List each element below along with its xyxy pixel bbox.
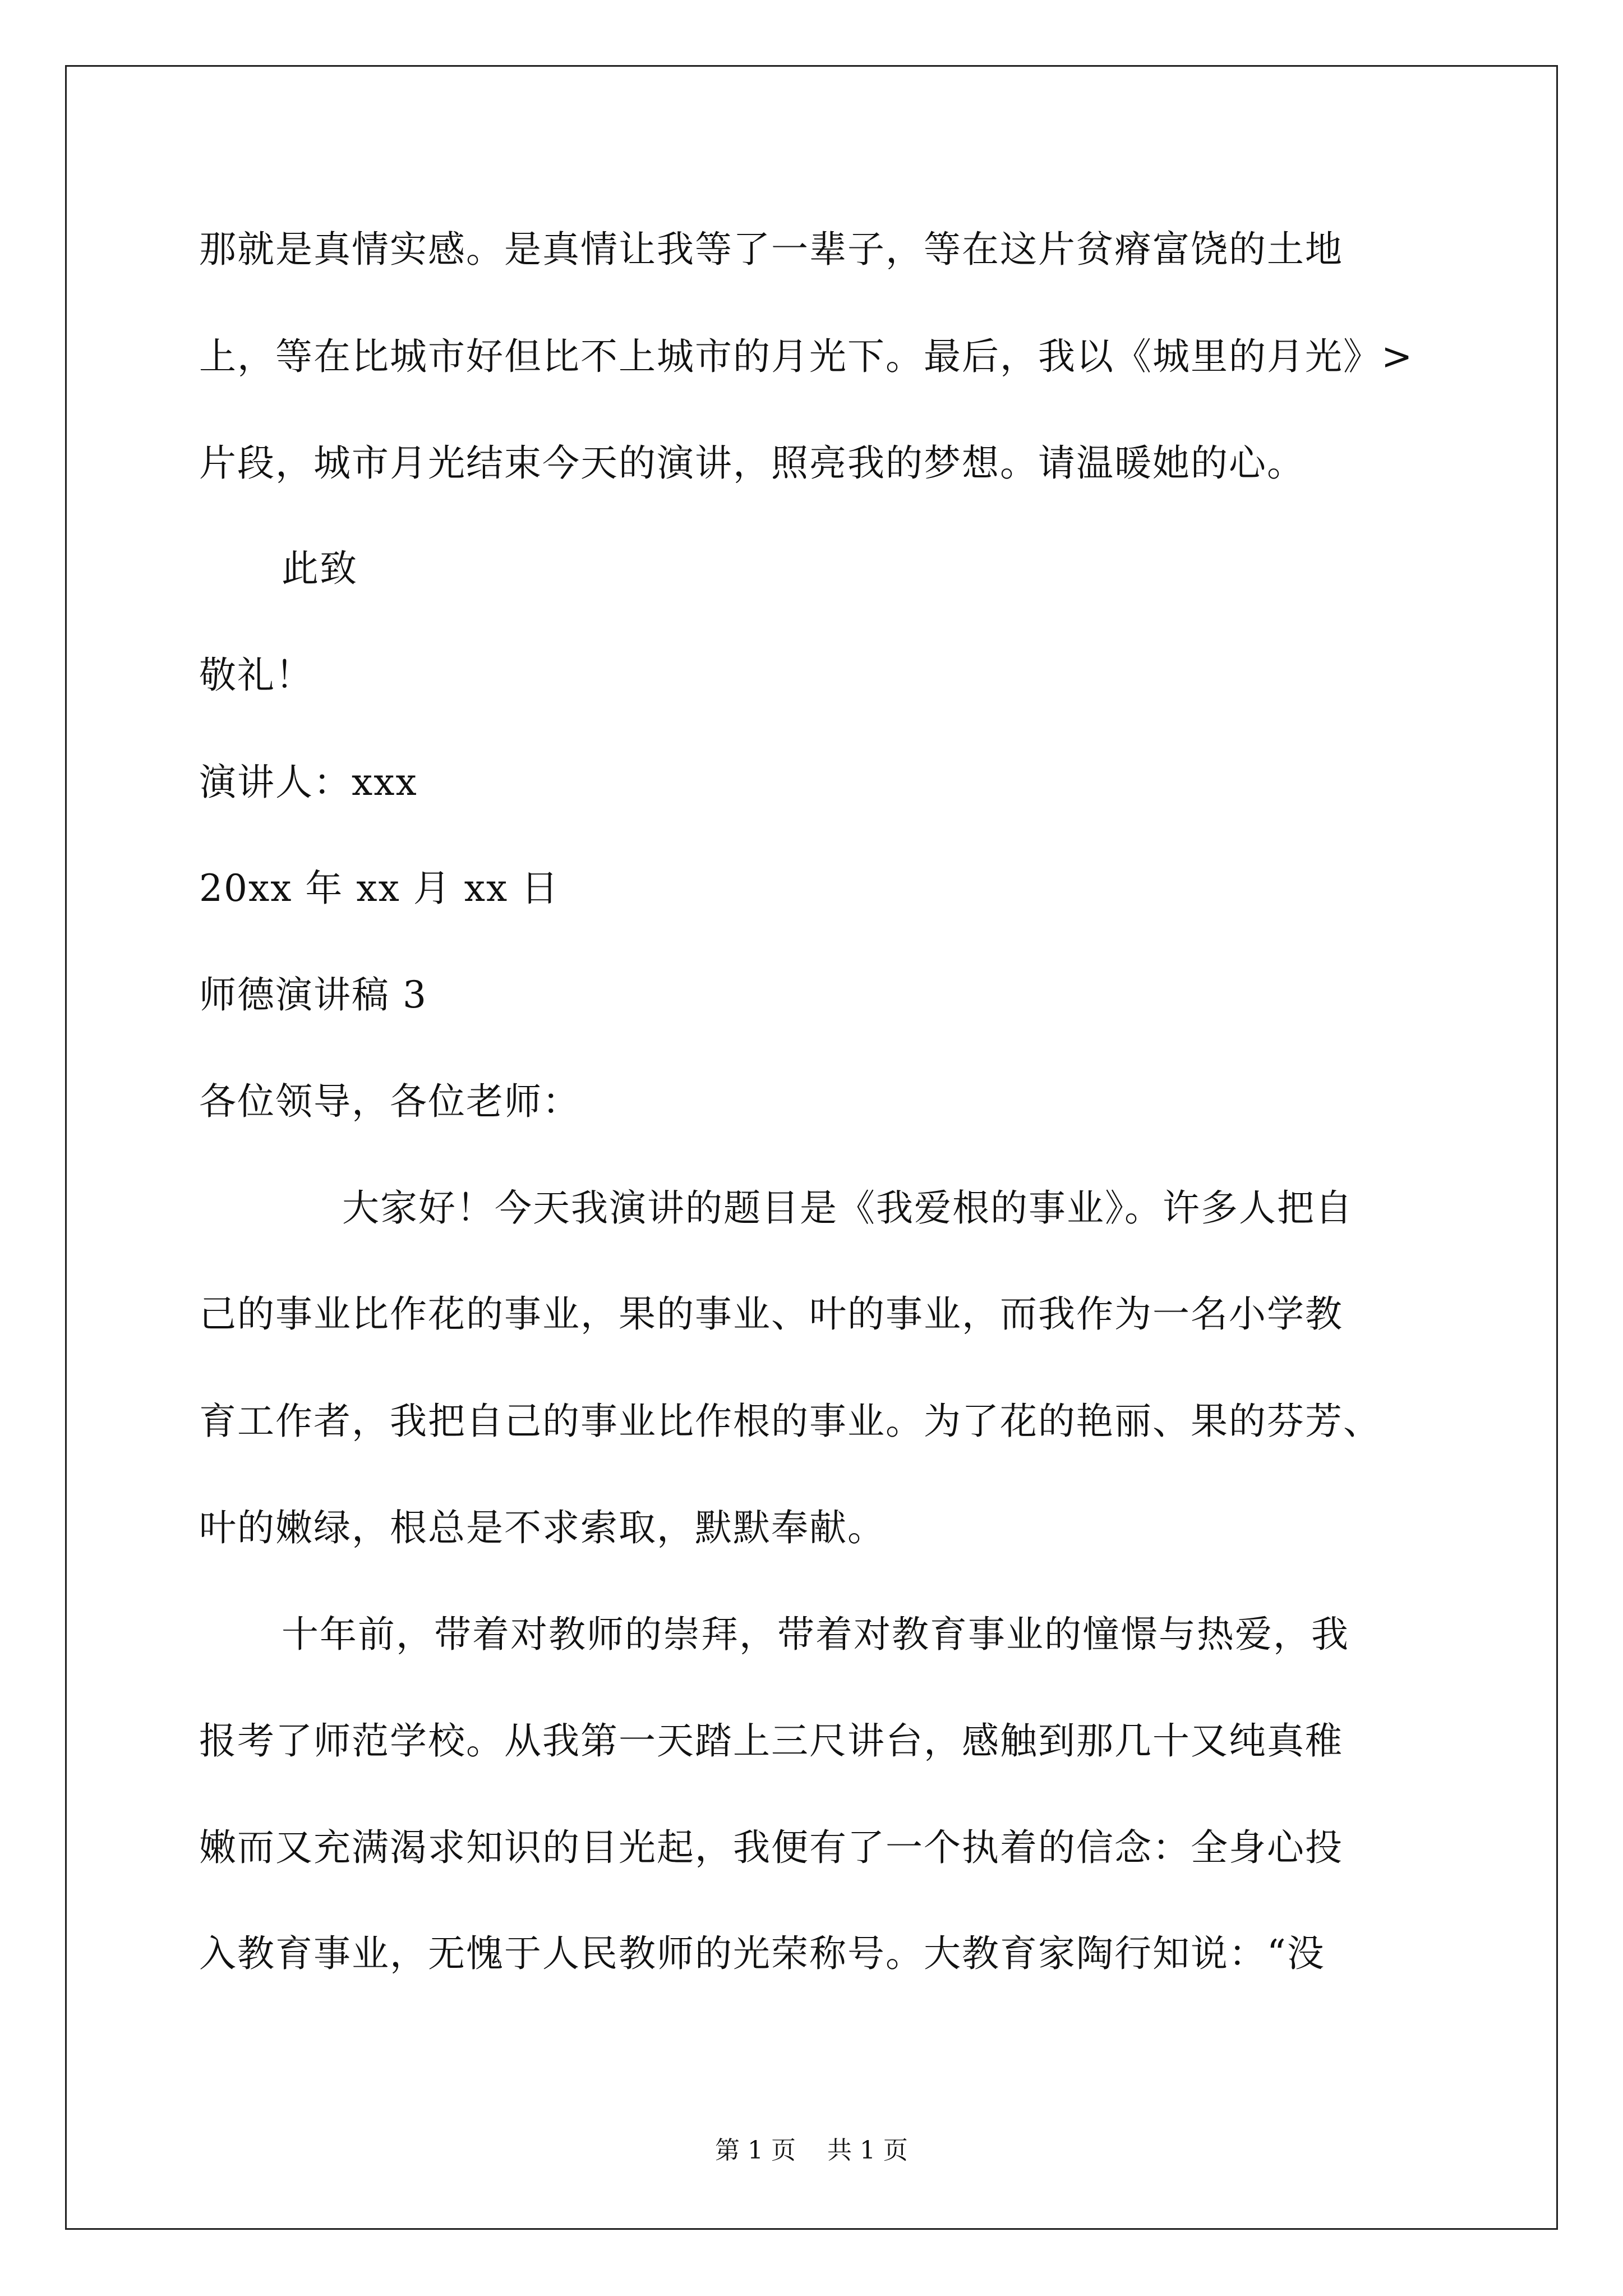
body-line-16: 嫩而又充满渴求知识的目光起，我便有了一个执着的信念：全身心投 <box>199 1826 1343 1869</box>
body-line-13: 叶的嫩绿，根总是不求索取，默默奉献。 <box>199 1506 886 1549</box>
body-line-10: 大家好！今天我演讲的题目是《我爱根的事业》。许多人把自 <box>342 1186 1353 1230</box>
body-line-14: 十年前，带着对教师的崇拜，带着对教育事业的憧憬与热爱，我 <box>282 1613 1349 1656</box>
date-line: 20xx 年 xx 月 xx 日 <box>199 867 560 910</box>
page-footer: 第 1 页 共 1 页 <box>715 2136 908 2165</box>
greeting-line: 各位领导，各位老师： <box>199 1080 580 1123</box>
body-line-11: 己的事业比作花的事业，果的事业、叶的事业，而我作为一名小学教 <box>199 1292 1343 1336</box>
body-line-12: 育工作者，我把自己的事业比作根的事业。为了花的艳丽、果的芬芳、 <box>199 1400 1381 1443</box>
body-line-3: 片段，城市月光结束今天的演讲，照亮我的梦想。请温暖她的心。 <box>199 441 1305 485</box>
section-title: 师德演讲稿 3 <box>199 973 427 1016</box>
body-line-1: 那就是真情实感。是真情让我等了一辈子，等在这片贫瘠富饶的土地 <box>199 228 1343 271</box>
body-line-15: 报考了师范学校。从我第一天踏上三尺讲台，感触到那几十又纯真稚 <box>199 1719 1343 1763</box>
closing-salutation: 此致 <box>282 547 358 590</box>
page-border <box>65 65 1558 2230</box>
closing-regards: 敬礼！ <box>199 654 313 697</box>
body-line-2: 上，等在比城市好但比不上城市的月光下。最后，我以《城里的月光》> <box>199 335 1414 378</box>
speaker-line: 演讲人：xxx <box>199 761 418 804</box>
body-line-17: 入教育事业，无愧于人民教师的光荣称号。大教育家陶行知说：“没 <box>199 1932 1325 1975</box>
